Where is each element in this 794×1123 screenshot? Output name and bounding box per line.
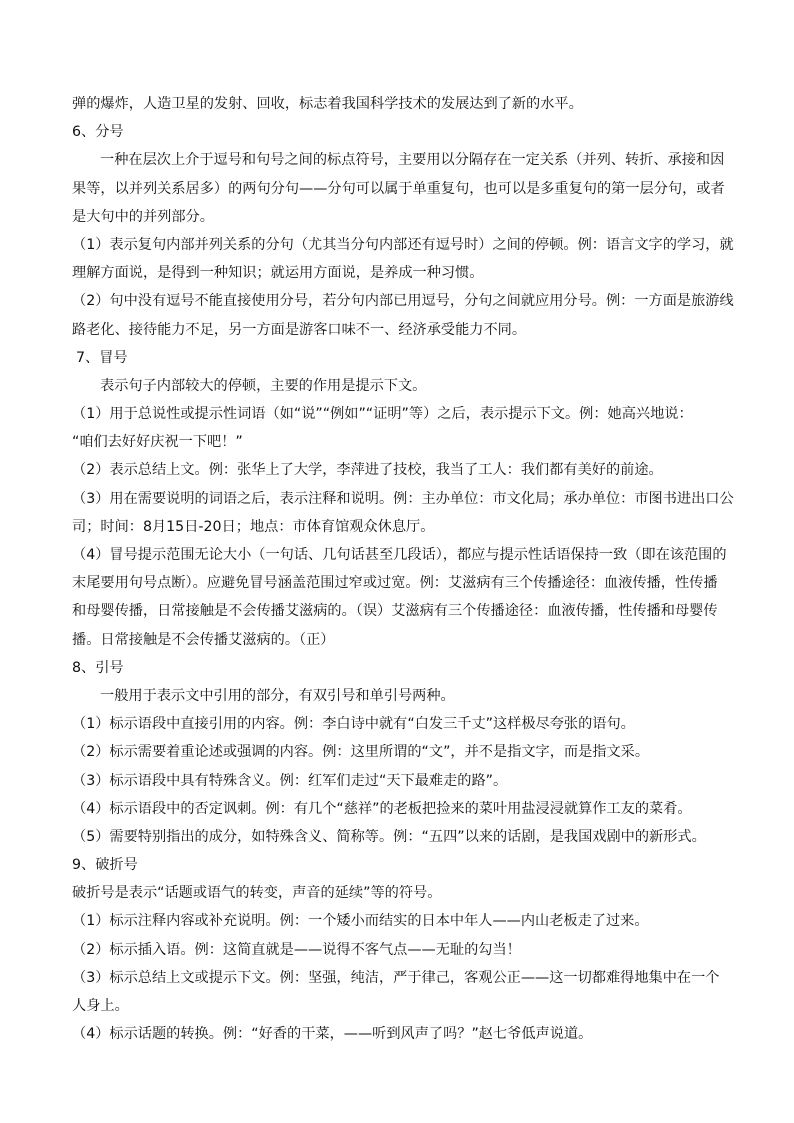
list-item-line: （2）标示插入语。例：这简直就是——说得不客气点——无耻的勾当！ — [72, 941, 521, 958]
list-item-line: （4）冒号提示范围无论大小（一句话、几句话甚至几段话），都应与提示性话语保持一致（即在该范围的 — [72, 547, 727, 563]
list-item-line: （4）标示话题的转换。例：“好香的干菜，——听到风声了吗？”赵七爷低声说道。 — [72, 1026, 593, 1043]
list-item-line: （2）标示需要着重论述或强调的内容。例：这里所谓的“文”，并不是指文字，而是指文采。 — [72, 744, 650, 761]
list-item-line: （3）用在需要说明的词语之后，表示注释和说明。例：主办单位：市文化局；承办单位：市图书进出口公 — [72, 490, 734, 507]
paragraph-line: 是大句中的并列部分。 — [72, 208, 214, 225]
document-page — [72, 90, 734, 1048]
list-item-line: （2）句中没有逗号不能直接使用分号，若分句内部已用逗号，分句之间就应用分号。例：一方面是旅游线 — [72, 293, 734, 310]
list-item-line: 播。日常接触是不会传播艾滋病的。（正） — [72, 631, 335, 648]
list-item-line: （3）标示总结上文或提示下文。例：坚强，纯洁，严于律己，客观公正——这一切都难得地集中在一个 — [72, 969, 720, 986]
paragraph-line: 一般用于表示文中引用的部分，有双引号和单引号两种。 — [100, 687, 455, 704]
paragraph-line: 一种在层次上介于逗号和句号之间的标点符号，主要用以分隔存在一定关系（并列、转折、承接和因 — [100, 152, 725, 169]
list-item-line: 路老化、接待能力不足，另一方面是游客口味不一、经济承受能力不同。 — [72, 321, 527, 338]
list-item-line: （1）标示注释内容或补充说明。例：一个矮小而结实的日本中年人——内山老板走了过来。 — [72, 913, 649, 930]
list-item-line: （3）标示语段中具有特殊含义。例：红军们走过“天下最难走的路”。 — [72, 772, 508, 789]
section-heading-dash: 9、破折号 — [72, 857, 138, 874]
section-heading-quotation-mark: 8、引号 — [72, 659, 124, 676]
list-item-line: （2）表示总结上文。例：张华上了大学，李萍进了技校，我当了工人：我们都有美好的前途。 — [72, 462, 663, 479]
text-line: 弹的爆炸，人造卫星的发射、回收，标志着我国科学技术的发展达到了新的水平。 — [72, 96, 583, 112]
list-item-line: 理解方面说，是得到一种知识；就运用方面说，是养成一种习惯。 — [72, 265, 484, 282]
list-item-line: “咱们去好好庆祝一下吧！” — [72, 434, 243, 451]
list-item-line: （1）标示语段中直接引用的内容。例：李白诗中就有“白发三千丈”这样极尽夸张的语句。 — [72, 716, 635, 733]
list-item-line: （5）需要特别指出的成分，如特殊含义、简称等。例：“五四”以来的话剧，是我国戏剧中的新形式。 — [72, 828, 706, 845]
section-heading-semicolon: 6、分号 — [72, 124, 124, 141]
paragraph-line: 果等，以并列关系居多）的两句分句——分句可以属于单重复句，也可以是多重复句的第一层分句，或者 — [72, 180, 725, 197]
list-item-line: 人身上。 — [72, 998, 129, 1014]
list-item-line: 末尾要用句号点断）。应避免冒号涵盖范围过窄或过宽。例：艾滋病有三个传播途径：血液传播，性传播 — [72, 575, 718, 592]
section-heading-colon: 7、冒号 — [76, 349, 128, 366]
paragraph-line: 破折号是表示“话题或语气的转变，声音的延续”等的符号。 — [72, 885, 442, 902]
paragraph-line: 表示句子内部较大的停顿，主要的作用是提示下文。 — [100, 377, 427, 394]
list-item-line: （1）表示复句内部并列关系的分句（尤其当分句内部还有逗号时）之间的停顿。例：语言文字的学习，就 — [72, 236, 734, 253]
list-item-line: 和母婴传播，日常接触是不会传播艾滋病的。（误）艾滋病有三个传播途径：血液传播，性传播和母婴传 — [72, 603, 718, 620]
list-item-line: 司；时间：8月15日-20日；地点：市体育馆观众休息厅。 — [72, 518, 435, 535]
list-item-line: （4）标示语段中的否定讽刺。例：有几个“慈祥”的老板把捡来的菜叶用盐浸浸就算作工友的菜肴。 — [72, 800, 692, 817]
list-item-line: （1）用于总说性或提示性词语（如“说”“例如”“证明”等）之后，表示提示下文。例：她高兴地说： — [72, 406, 693, 423]
